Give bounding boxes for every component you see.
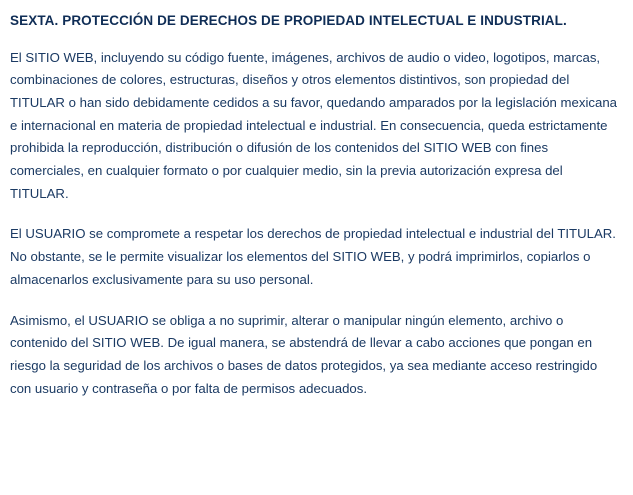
paragraph-3: Asimismo, el USUARIO se obliga a no suprimir, alterar o manipular ningún elemento, archivo o contenido del SITIO WEB. De igual manera, se abstendrá de llevar a cabo acciones que pongan en riesgo la seguridad de los archivos o bases de datos protegidos, ya sea mediante acceso restringido con usuario y contraseña o por falta de permisos adecuados. <box>10 312 598 396</box>
paragraph-2: El USUARIO se compromete a respetar los derechos de propiedad intelectual e industrial del TITULAR. No obstante, se le permite visualizar los elementos del SITIO WEB, y podrá imprimirlos, copiarlos o almacenarlos exclusivamente para su uso personal. <box>10 226 616 287</box>
section-heading: SEXTA. PROTECCIÓN DE DERECHOS DE PROPIEDAD INTELECTUAL E INDUSTRIAL. <box>10 13 567 28</box>
paragraph-1: El SITIO WEB, incluyendo su código fuente, imágenes, archivos de audio o video, logotipos, marcas, combinaciones de colores, estructuras, diseños y otros elementos distintivos, son propiedad del TITULAR o han sido debidamente cedidos a su favor, quedando amparados por la legislación mexicana e internacional en materia de propiedad intelectual e industrial. En consecuencia, queda estrictamente prohibida la reproducción, distribución o difusión de los contenidos del SITIO WEB con fines comerciales, en cualquier formato o por cualquier medio, sin la previa autorización expresa del TITULAR. <box>10 49 617 201</box>
